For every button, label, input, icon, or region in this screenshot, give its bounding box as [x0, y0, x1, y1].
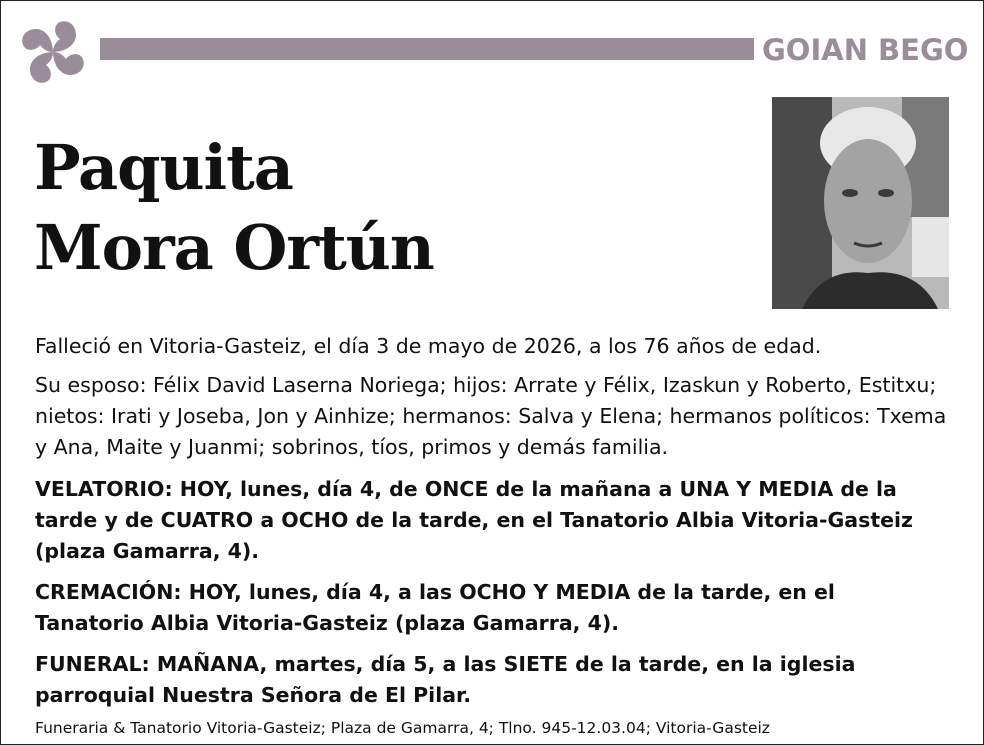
portrait-image [772, 97, 949, 309]
funeral-home-footer: Funeraria & Tanatorio Vitoria-Gasteiz; Plaza de Gamarra, 4; Tlno. 945-12.03.04; Vitoria-Gasteiz [35, 719, 770, 737]
wake-info: VELATORIO: HOY, lunes, día 4, de ONCE de la mañana a UNA Y MEDIA de la tarde y de CUATRO a OCHO de la tarde, en el Tanatorio Albia Vitoria-Gasteiz (plaza Gamarra, 4). [35, 477, 913, 563]
first-name: Paquita [34, 131, 293, 204]
surnames: Mora Ortún [34, 211, 434, 284]
family-list: Su esposo: Félix David Laserna Noriega; hijos: Arrate y Félix, Izaskun y Roberto, Estitxu; nietos: Irati y Joseba, Jon y Ainhize; hermanos: Salva y Elena; hermanos políticos: Txema y Ana, Maite y Juanmi; sobrinos, tíos, primos y demás familia. [35, 373, 947, 459]
deceased-name [34, 128, 434, 288]
lauburu-icon [16, 15, 90, 89]
death-notice: Falleció en Vitoria-Gasteiz, el día 3 de mayo de 2026, a los 76 años de edad. [35, 334, 822, 358]
header-bar [100, 38, 754, 60]
section-label: GOIAN BEGO [762, 33, 969, 67]
cremation-info: CREMACIÓN: HOY, lunes, día 4, a las OCHO Y MEDIA de la tarde, en el Tanatorio Albia Vitoria-Gasteiz (plaza Gamarra, 4). [35, 580, 835, 635]
portrait-photo [772, 97, 949, 309]
funeral-info: FUNERAL: MAÑANA, martes, día 5, a las SIETE de la tarde, en la iglesia parroquial Nuestra Señora de El Pilar. [35, 652, 856, 707]
